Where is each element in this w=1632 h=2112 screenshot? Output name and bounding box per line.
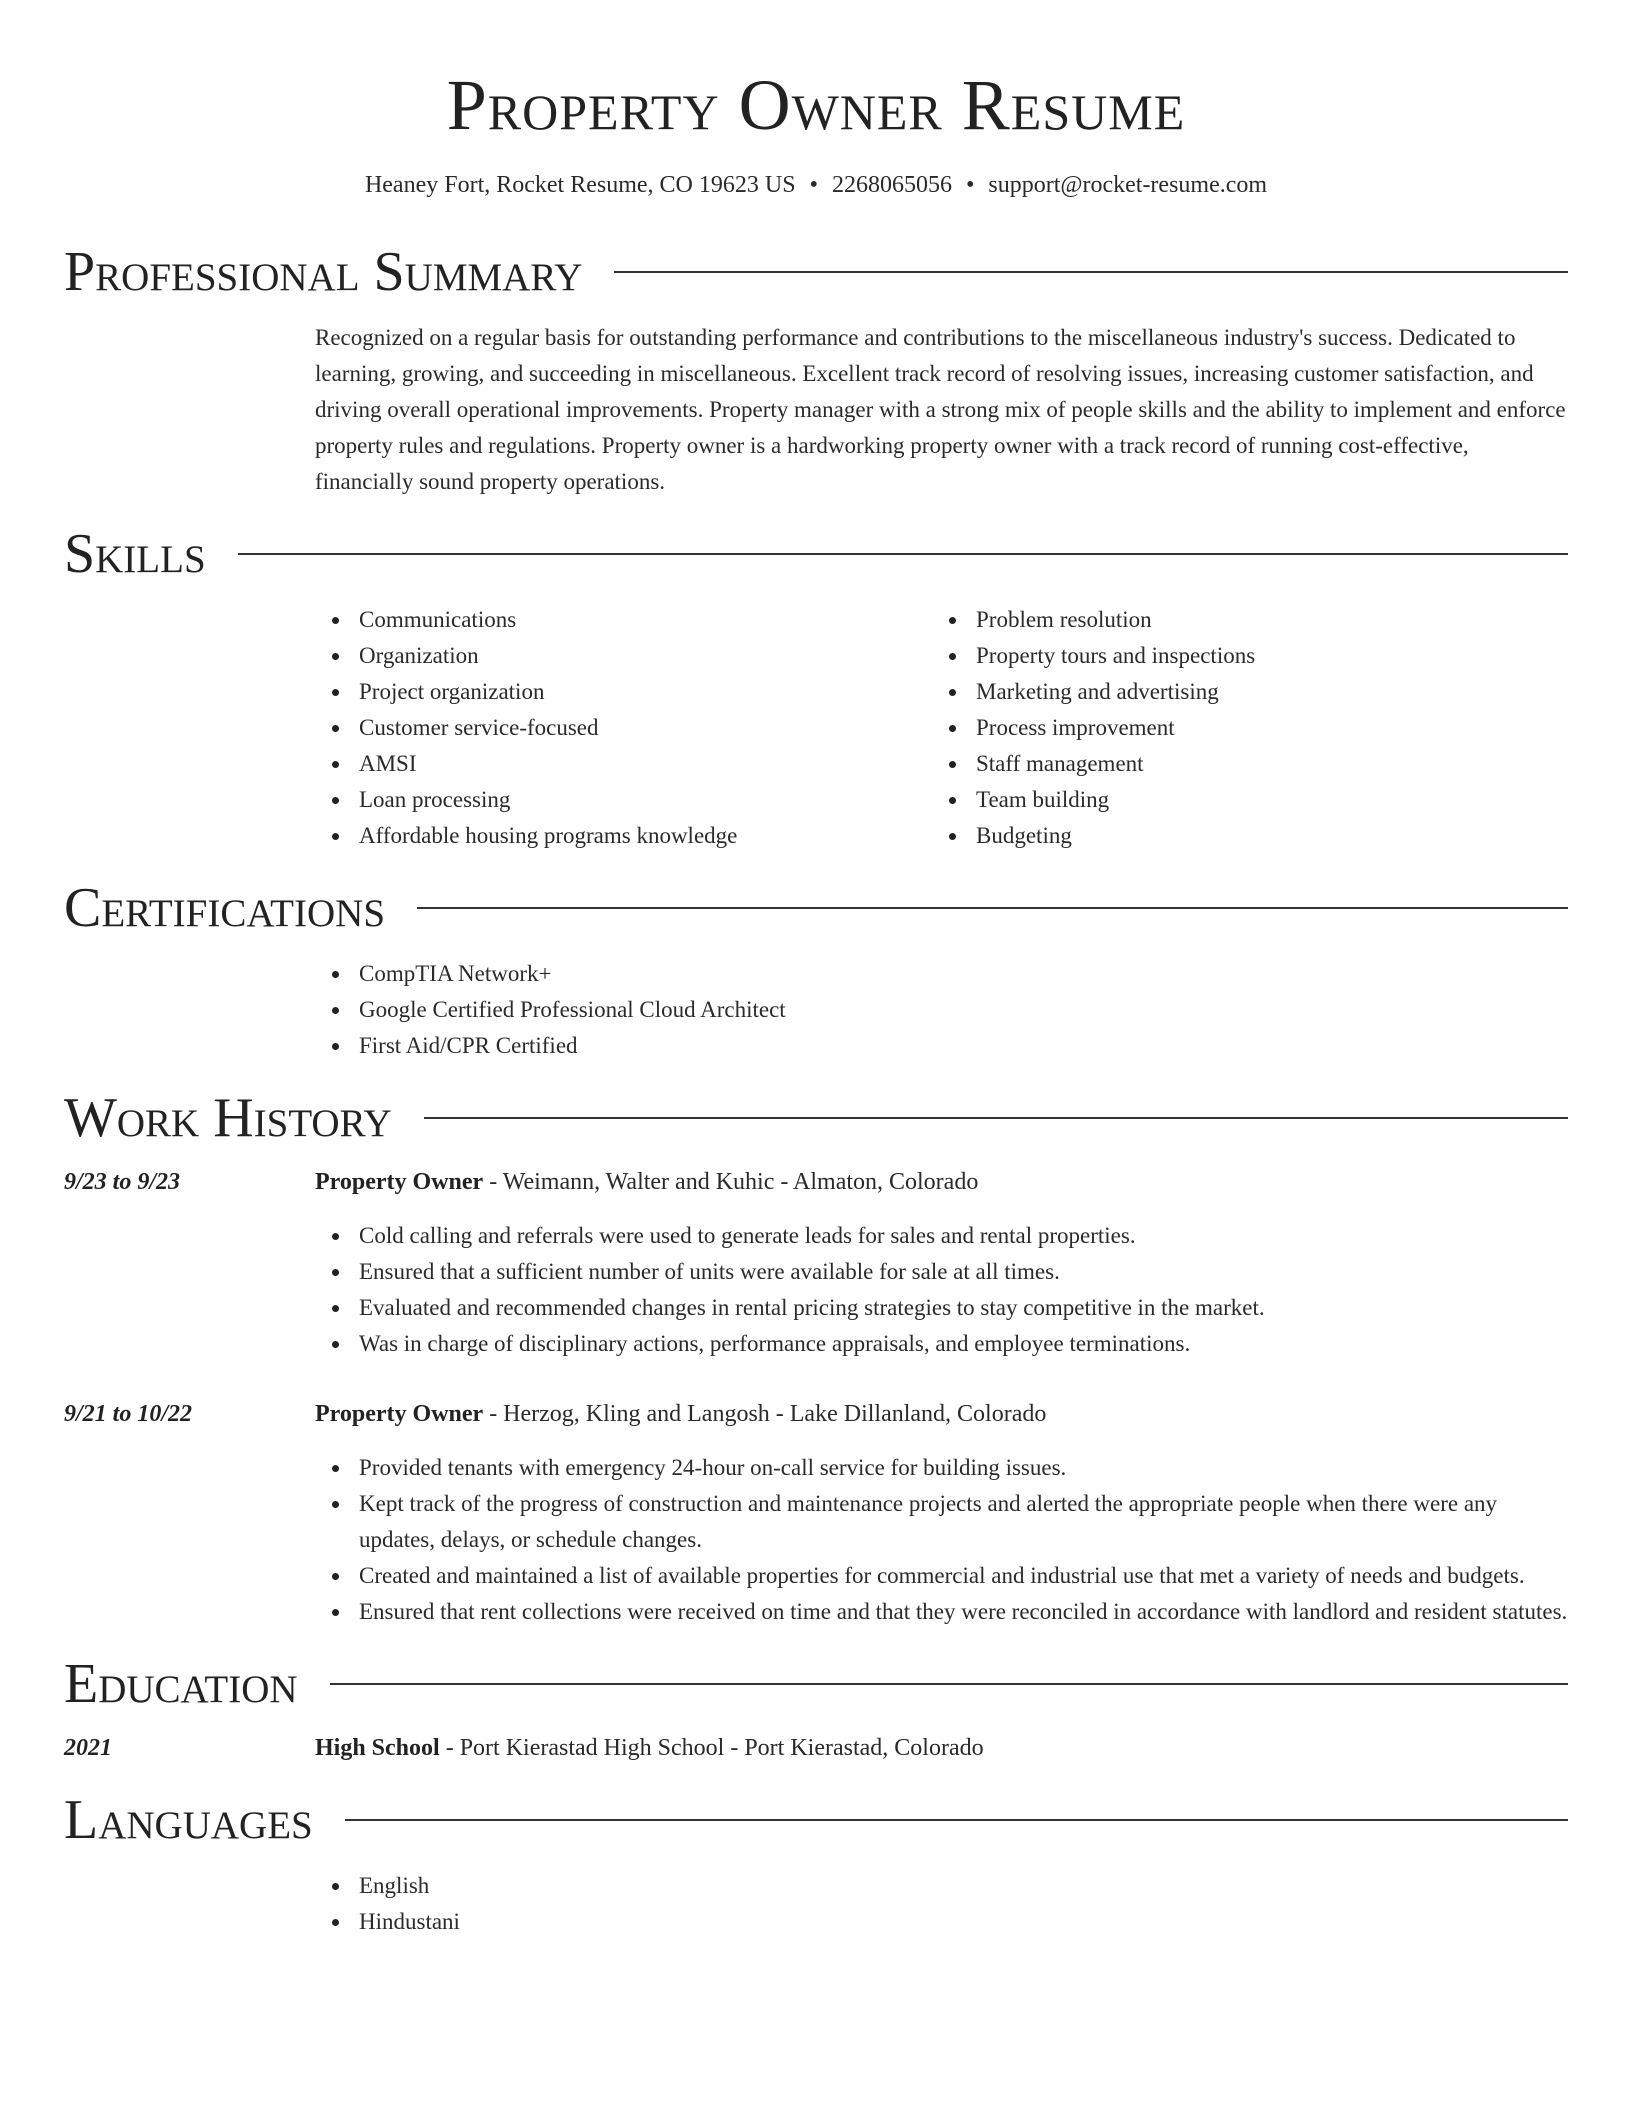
summary-heading: Professional Summary (64, 241, 583, 303)
language-item: Hindustani (315, 1904, 1568, 1940)
job-heading (315, 1164, 978, 1200)
section-divider (238, 553, 1568, 555)
skill-item: AMSI (315, 746, 932, 782)
skills-list-left (315, 602, 932, 854)
job-bullet: Ensured that a sufficient number of units were available for sale at all times. (315, 1254, 1568, 1290)
section-divider (330, 1683, 1568, 1685)
job-employer: - Weimann, Walter and Kuhic - Almaton, Colorado (483, 1169, 979, 1195)
education-heading-line (315, 1730, 984, 1766)
job-bullets (315, 1218, 1568, 1362)
job-bullet: Created and maintained a list of available properties for commercial and industrial use that met a variety of needs and budgets. (315, 1558, 1568, 1594)
job-heading (315, 1396, 1046, 1432)
skill-item: Budgeting (932, 818, 1549, 854)
skill-item: Organization (315, 638, 932, 674)
job-bullet: Kept track of the progress of construction and maintenance projects and alerted the appropriate people when there were any updates, delays, or schedule changes. (315, 1486, 1568, 1558)
skill-item: Problem resolution (932, 602, 1549, 638)
resume-title: Property Owner Resume (446, 65, 1186, 145)
skill-item: Team building (932, 782, 1549, 818)
section-divider (345, 1819, 1568, 1821)
certifications-section (64, 878, 1568, 1064)
skill-item: Customer service-focused (315, 710, 932, 746)
education-degree: High School (315, 1735, 440, 1761)
job-role: Property Owner (315, 1401, 484, 1427)
job-dates: 9/21 to 10/22 (64, 1401, 193, 1427)
job-bullet: Provided tenants with emergency 24-hour on-call service for building issues. (315, 1450, 1568, 1486)
certification-item: First Aid/CPR Certified (315, 1028, 1568, 1064)
education-school: - Port Kierastad High School - Port Kierastad, Colorado (439, 1735, 984, 1761)
resume-page (64, 0, 1568, 1940)
section-divider (614, 271, 1568, 273)
work-history-section (64, 1088, 1568, 1630)
job-employer: - Herzog, Kling and Langosh - Lake Dillanland, Colorado (483, 1401, 1047, 1427)
skills-heading: Skills (64, 523, 206, 585)
contact-phone: 2268065056 (831, 172, 952, 198)
languages-list (315, 1868, 1568, 1940)
certifications-heading: Certifications (64, 877, 386, 939)
skill-item: Property tours and inspections (932, 638, 1549, 674)
certification-item: Google Certified Professional Cloud Architect (315, 992, 1568, 1028)
languages-heading: Languages (64, 1789, 313, 1851)
job-role: Property Owner (315, 1169, 484, 1195)
skills-section (64, 524, 1568, 854)
skill-item: Project organization (315, 674, 932, 710)
education-entry (64, 1730, 1568, 1766)
education-year: 2021 (64, 1735, 112, 1761)
job-bullets (315, 1450, 1568, 1630)
contact-email: support@rocket-resume.com (988, 172, 1268, 198)
certification-item: CompTIA Network+ (315, 956, 1568, 992)
skills-grid (315, 602, 1568, 854)
contact-line (64, 170, 1568, 200)
job-bullet: Evaluated and recommended changes in rental pricing strategies to stay competitive in the market. (315, 1290, 1568, 1326)
languages-section (64, 1790, 1568, 1940)
job-bullet: Was in charge of disciplinary actions, performance appraisals, and employee terminations. (315, 1326, 1568, 1362)
job-entry (64, 1164, 1568, 1362)
contact-address: Heaney Fort, Rocket Resume, CO 19623 US (364, 172, 796, 198)
certifications-list (315, 956, 1568, 1064)
education-heading: Education (64, 1653, 298, 1715)
work-history-heading: Work History (64, 1087, 392, 1149)
skill-item: Affordable housing programs knowledge (315, 818, 932, 854)
education-section (64, 1654, 1568, 1766)
section-divider (417, 907, 1568, 909)
job-bullet: Cold calling and referrals were used to generate leads for sales and rental properties. (315, 1218, 1568, 1254)
summary-section (64, 242, 1568, 500)
skills-list-right (932, 602, 1549, 854)
language-item: English (315, 1868, 1568, 1904)
summary-text: Recognized on a regular basis for outstanding performance and contributions to the miscellaneous industry's success. Dedicated to learning, growing, and succeeding in miscellaneous. Excellent track record of resolving issues, increasing customer satisfaction, and driving overall operational improvements. Property manager with a strong mix of people skills and the ability to implement and enforce property rules and regulations. Property owner is a hardworking property owner with a track record of running cost-effective, financially sound property operations. (315, 325, 1566, 494)
job-bullet: Ensured that rent collections were received on time and that they were reconciled in accordance with landlord and resident statutes. (315, 1594, 1568, 1630)
separator-dot: • (965, 172, 975, 198)
skill-item: Staff management (932, 746, 1549, 782)
skill-item: Process improvement (932, 710, 1549, 746)
job-entry (64, 1396, 1568, 1630)
job-dates: 9/23 to 9/23 (64, 1169, 181, 1195)
skill-item: Communications (315, 602, 932, 638)
skill-item: Loan processing (315, 782, 932, 818)
skill-item: Marketing and advertising (932, 674, 1549, 710)
separator-dot: • (809, 172, 818, 198)
section-divider (424, 1117, 1568, 1119)
